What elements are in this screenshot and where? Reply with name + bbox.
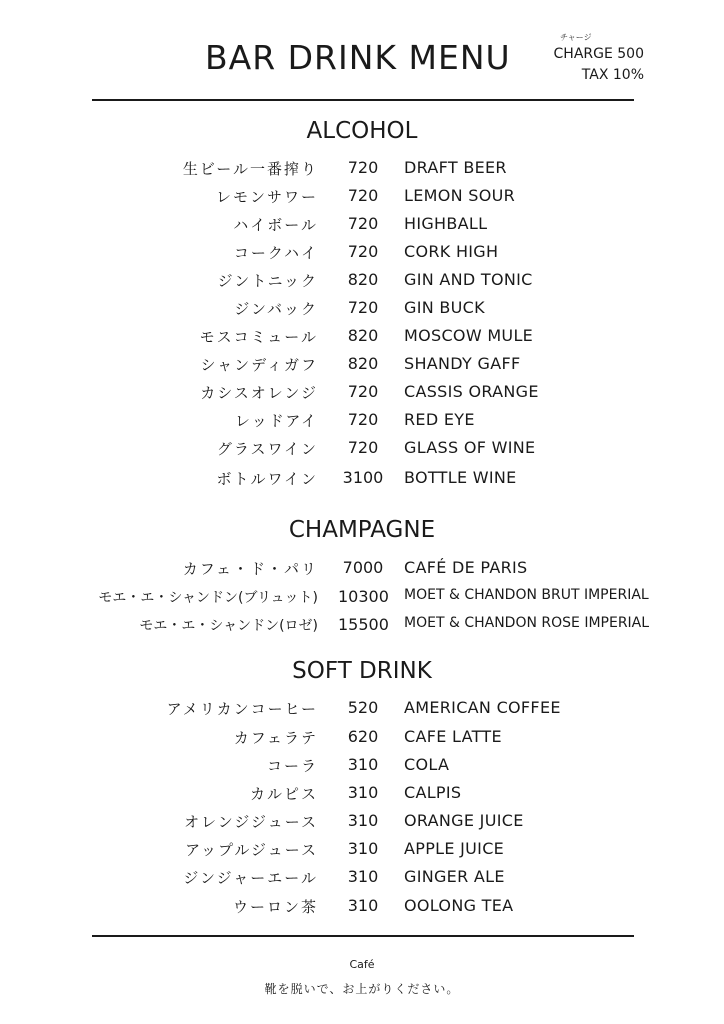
menu-item-row [0, 587, 724, 615]
menu-item-row [0, 382, 724, 410]
menu-item-row [0, 186, 724, 214]
charge-ruby: チャージ [560, 33, 592, 42]
item-name-jp: モエ・エ・シャンドン(ロゼ) [139, 618, 318, 634]
item-price: 720 [347, 242, 379, 261]
item-name-en: OOLONG TEA [404, 896, 514, 915]
item-price: 720 [347, 158, 379, 177]
menu-item-row [0, 811, 724, 839]
item-name-en: CAFÉ DE PARIS [404, 558, 528, 577]
item-name-jp: アメリカンコーヒー [166, 700, 318, 718]
item-name-jp: オレンジジュース [184, 813, 318, 831]
item-price: 10300 [338, 587, 389, 606]
menu-header [0, 0, 724, 110]
item-name-jp: コーラ [266, 757, 318, 775]
item-name-en: HIGHBALL [404, 214, 488, 233]
menu-item-row [0, 839, 724, 867]
item-price: 310 [347, 896, 379, 915]
item-name-en: GINGER ALE [404, 867, 505, 886]
menu-item-row [0, 468, 724, 496]
item-name-jp: カルピス [249, 785, 318, 803]
item-name-jp: ハイボール [233, 216, 318, 234]
item-name-en: COLA [404, 755, 450, 774]
item-name-jp: レッドアイ [234, 412, 318, 430]
item-price: 820 [347, 354, 379, 373]
item-price: 820 [347, 326, 379, 345]
item-price: 310 [347, 839, 379, 858]
item-name-en: SHANDY GAFF [404, 354, 521, 373]
item-name-en: GIN BUCK [404, 298, 485, 317]
item-name-jp: モスコミュール [199, 328, 318, 346]
item-name-jp: カフェラテ [233, 729, 318, 747]
bottom-divider [92, 935, 634, 937]
item-name-en: CASSIS ORANGE [404, 382, 539, 401]
item-name-jp: ボトルワイン [216, 470, 318, 488]
menu-item-row [0, 298, 724, 326]
item-price: 720 [347, 214, 379, 233]
menu-item-row [0, 783, 724, 811]
menu-item-row [0, 698, 724, 726]
item-name-jp: アップルジュース [185, 841, 318, 859]
item-name-jp: シャンディガフ [200, 356, 318, 374]
menu-item-row [0, 214, 724, 242]
item-name-jp: グラスワイン [216, 440, 318, 458]
menu-item-row [0, 755, 724, 783]
menu-item-row [0, 558, 724, 586]
item-name-jp: 生ビール一番搾り [182, 160, 318, 178]
item-name-jp: ジンバック [234, 300, 318, 318]
item-price: 3100 [342, 468, 384, 487]
item-name-en: MOSCOW MULE [404, 326, 534, 345]
item-name-en: AMERICAN COFFEE [404, 698, 561, 717]
item-price: 520 [347, 698, 379, 717]
item-name-jp: カシスオレンジ [200, 384, 318, 402]
item-name-en: CAFE LATTE [404, 727, 502, 746]
item-name-jp: カフェ・ド・パリ [182, 560, 318, 578]
menu-item-row [0, 242, 724, 270]
item-name-jp: ジンジャーエール [183, 869, 318, 887]
menu-item-row [0, 158, 724, 186]
item-name-en: CORK HIGH [404, 242, 499, 261]
top-divider [92, 99, 634, 101]
section-title-soft-drink: SOFT DRINK [292, 658, 432, 684]
item-name-jp: ジントニック [217, 272, 318, 290]
item-name-jp: レモンサワー [215, 188, 318, 206]
item-price: 720 [347, 186, 379, 205]
item-price: 820 [347, 270, 379, 289]
menu-item-row [0, 867, 724, 895]
item-price: 7000 [342, 558, 384, 577]
charge-text: CHARGE 500 [553, 46, 644, 62]
item-price: 310 [347, 783, 379, 802]
item-name-en: ORANGE JUICE [404, 811, 524, 830]
footer-cafe: Café [349, 958, 375, 971]
item-price: 720 [347, 438, 379, 457]
item-name-en: CALPIS [404, 783, 462, 802]
menu-item-row [0, 270, 724, 298]
menu-title: BAR DRINK MENU [205, 38, 511, 77]
menu-item-row [0, 615, 724, 643]
item-price: 310 [347, 755, 379, 774]
section-title-alcohol: ALCOHOL [306, 118, 418, 144]
menu-item-row [0, 410, 724, 438]
item-price: 720 [347, 298, 379, 317]
item-name-jp: コークハイ [233, 244, 318, 262]
item-name-en: DRAFT BEER [404, 158, 507, 177]
item-name-jp: ウーロン茶 [232, 898, 318, 916]
menu-item-row [0, 326, 724, 354]
tax-text: TAX 10% [581, 67, 644, 83]
item-name-en: LEMON SOUR [404, 186, 516, 205]
item-name-jp: モエ・エ・シャンドン(ブリュット) [98, 590, 318, 606]
item-name-en: MOET & CHANDON BRUT IMPERIAL [404, 587, 649, 603]
menu-item-row [0, 896, 724, 924]
item-name-en: APPLE JUICE [404, 839, 505, 858]
item-price: 720 [347, 410, 379, 429]
item-price: 15500 [338, 615, 389, 634]
item-price: 310 [347, 811, 379, 830]
item-name-en: RED EYE [404, 410, 475, 429]
item-price: 310 [347, 867, 379, 886]
item-name-en: GIN AND TONIC [404, 270, 533, 289]
menu-item-row [0, 438, 724, 466]
item-name-en: MOET & CHANDON ROSE IMPERIAL [404, 615, 650, 631]
footer-note: 靴を脱いで、お上がりください。 [264, 982, 460, 996]
item-price: 720 [347, 382, 379, 401]
menu-item-row [0, 354, 724, 382]
item-price: 620 [347, 727, 379, 746]
section-title-champagne: CHAMPAGNE [288, 517, 436, 543]
item-name-en: GLASS OF WINE [404, 438, 536, 457]
menu-item-row [0, 727, 724, 755]
item-name-en: BOTTLE WINE [404, 468, 517, 487]
